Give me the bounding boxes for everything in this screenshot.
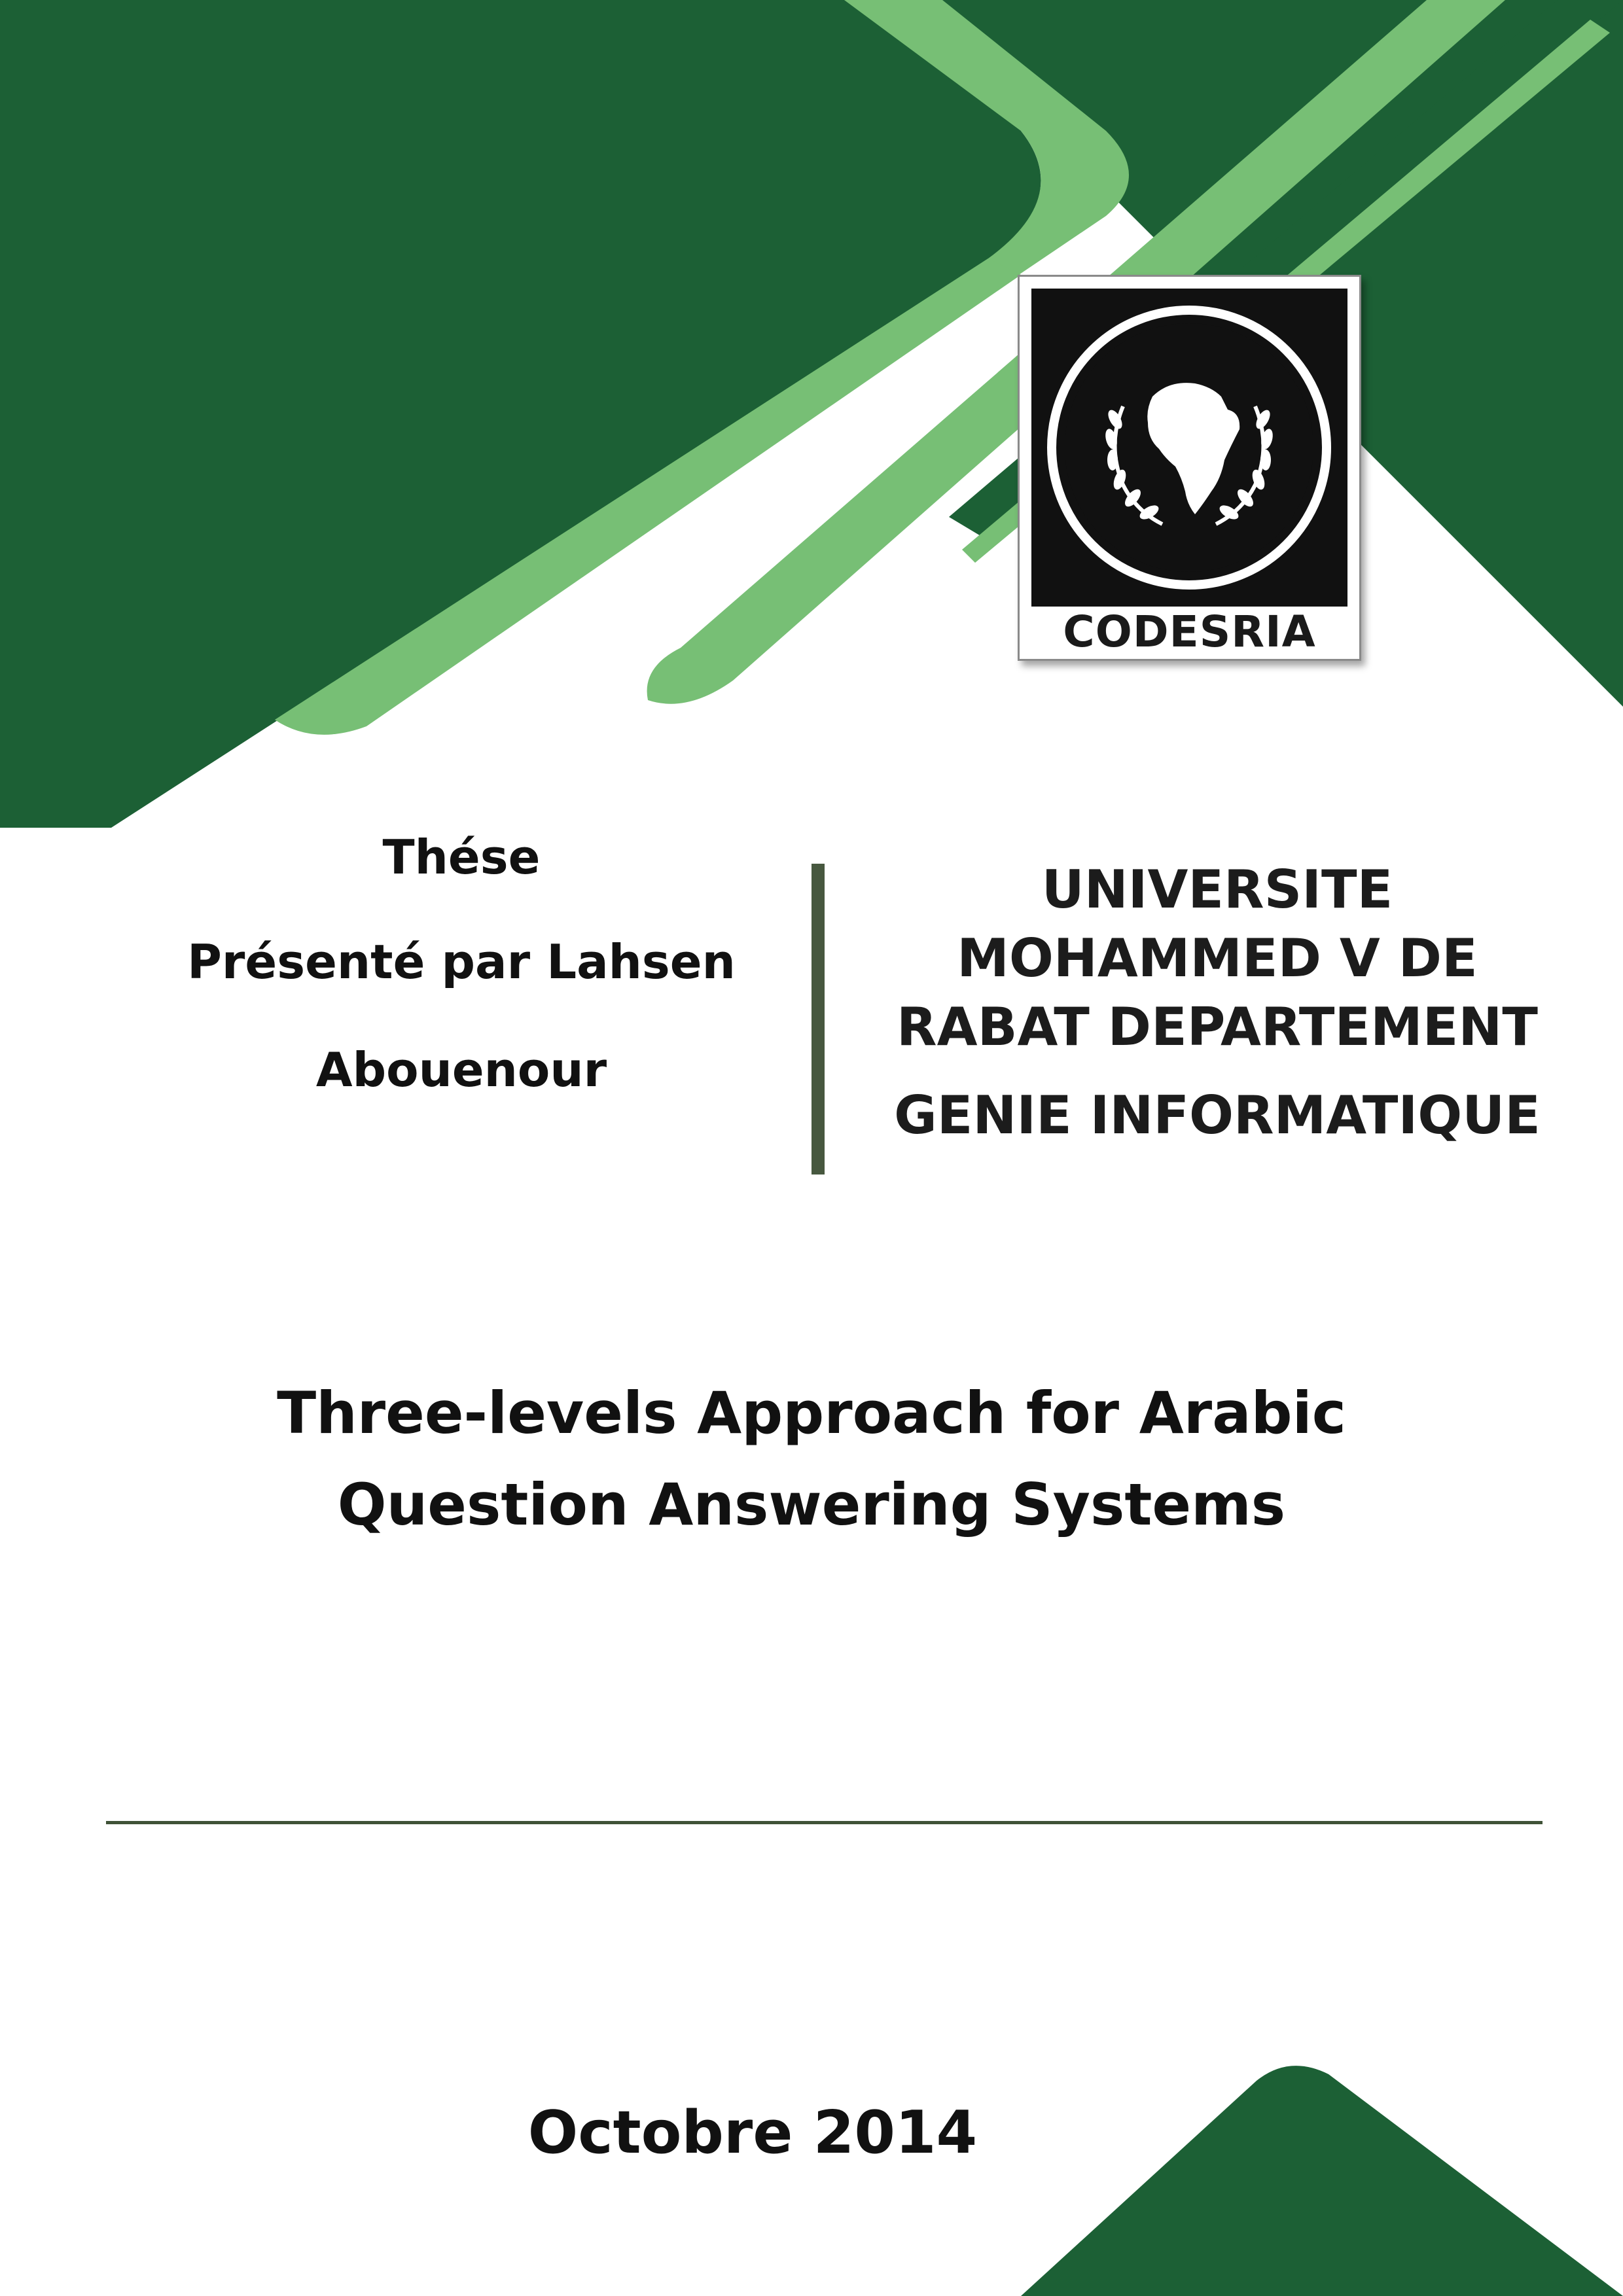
publication-date: Octobre 2014 (527, 2098, 978, 2167)
author-surname: Abouenour (315, 1042, 607, 1097)
institution-line-2: MOHAMMED V DE (957, 928, 1478, 989)
title-line-1: Three-levels Approach for Arabic (277, 1379, 1346, 1447)
horizontal-rule (106, 1821, 1543, 1824)
vertical-divider (812, 864, 825, 1174)
logo-emblem (1031, 289, 1347, 607)
header-decoration (0, 0, 1623, 831)
logo-text: CODESRIA (1063, 607, 1316, 657)
institution-line-4: GENIE INFORMATIQUE (894, 1085, 1541, 1146)
codesria-logo (1018, 275, 1361, 661)
title-line-2: Question Answering Systems (337, 1471, 1286, 1538)
institution-line-1: UNIVERSITE (1041, 859, 1393, 920)
africa-laurel-icon (1031, 289, 1347, 607)
institution-line-3: RABAT DEPARTEMENT (897, 997, 1538, 1057)
thesis-label: Thése (382, 830, 541, 885)
presented-by-line: Présenté par Lahsen (187, 934, 736, 989)
dark-green-band-left (0, 0, 1041, 828)
footer-decoration (1021, 2061, 1623, 2296)
